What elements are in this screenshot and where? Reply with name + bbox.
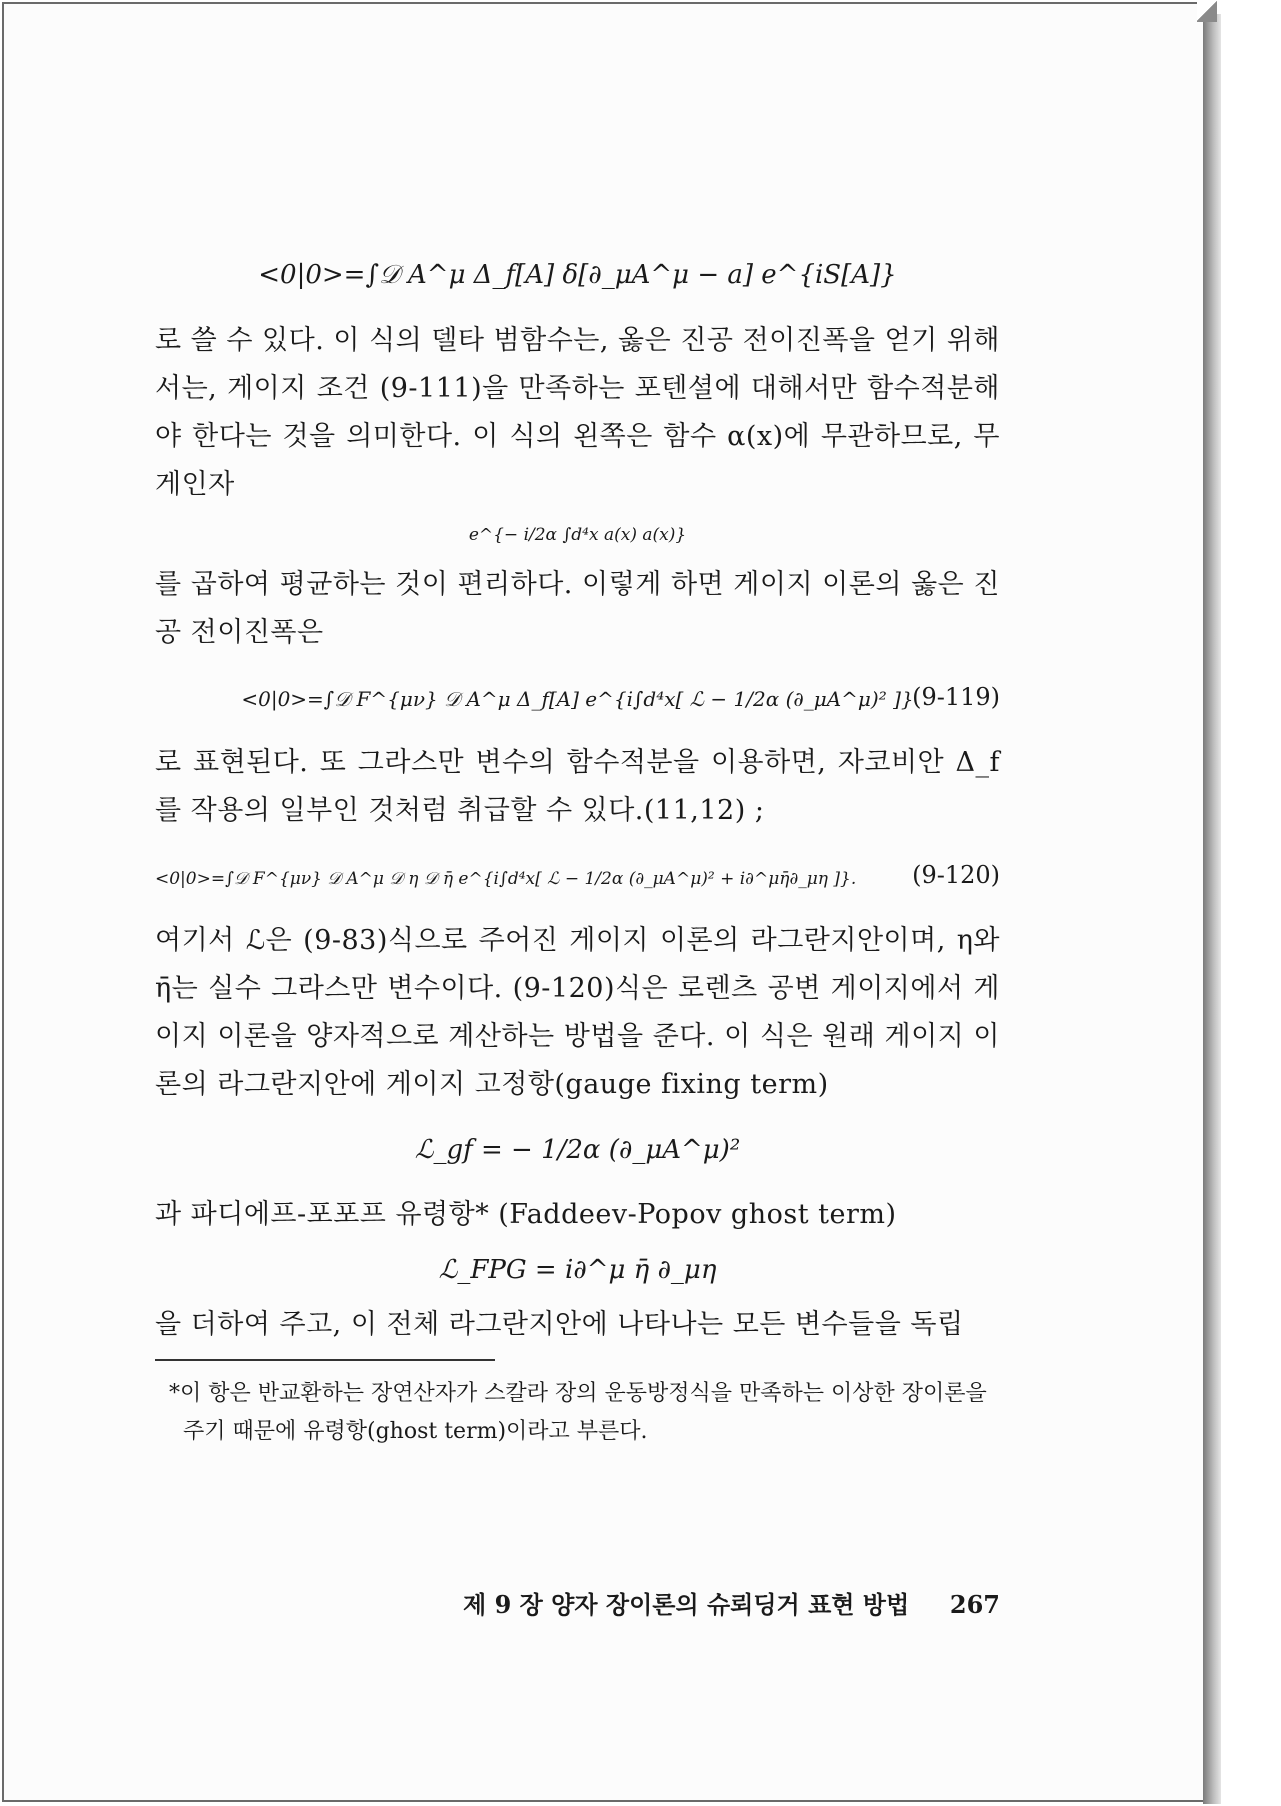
page-corner xyxy=(1197,0,1217,22)
equation-9-120-body: <0|0>=∫𝒟 F^{μν} 𝒟 A^μ 𝒟 η 𝒟 η̄ e^{i∫d⁴x[ ℒ − 1/2α (∂_μA^μ)² + i∂^μη̄∂_μη ]}. xyxy=(155,869,857,889)
footnote-divider xyxy=(155,1359,495,1361)
running-footer xyxy=(440,1585,1000,1620)
footnote: *이 항은 반교환하는 장연산자가 스칼라 장의 운동방정식을 만족하는 이상한 장이론을 주기 때문에 유령항(ghost term)이라고 부른다. xyxy=(169,1381,987,1444)
page-content xyxy=(155,260,1000,1451)
paragraph-5: 과 파디에프-포포프 유령항* (Faddeev-Popov ghost term) xyxy=(155,1199,897,1230)
equation-number-9-120: (9-120) xyxy=(912,861,1000,889)
paragraph-4: 여기서 ℒ은 (9-83)식으로 주어진 게이지 이론의 라그란지안이며, η와 η̄는 실수 그라스만 변수이다. (9-120)식은 로렌츠 공변 게이지에서 게이지 이론을 양자적으로 계산하는 방법을 준다. 이 식은 원래 게이지 이론의 라그란지안에 게이지 고정항(gauge fixing term) xyxy=(155,925,1000,1100)
page-number: 267 xyxy=(949,1590,1000,1619)
equation-ghost-term: ℒ_FPG = i∂^μ η̄ ∂_μη xyxy=(438,1255,717,1285)
paragraph-2: 를 곱하여 평균하는 것이 편리하다. 이렇게 하면 게이지 이론의 옳은 진공 전이진폭은 xyxy=(155,569,1000,648)
equation-9-119 xyxy=(155,683,1000,713)
paragraph-3: 로 표현된다. 또 그라스만 변수의 함수적분을 이용하면, 자코비안 Δ_f를 작용의 일부인 것처럼 취급할 수 있다.(11,12) ; xyxy=(155,747,1000,826)
equation-9-119-body: <0|0>=∫𝒟 F^{μν} 𝒟 A^μ Δ_f[A] e^{i∫d⁴x[ ℒ − 1/2α (∂_μA^μ)² ]} xyxy=(241,687,914,711)
equation-weight-factor: e^{− i/2α ∫d⁴x a(x) a(x)} xyxy=(468,525,687,545)
page-edge-shadow xyxy=(1203,14,1221,1804)
equation-vacuum-amplitude: <0|0>=∫𝒟 A^μ Δ_f[A] δ[∂_μA^μ − a] e^{iS[A]} xyxy=(258,260,897,290)
paragraph-6: 을 더하여 주고, 이 전체 라그란지안에 나타나는 모든 변수들을 독립 xyxy=(155,1309,964,1340)
chapter-title: 제 9 장 양자 장이론의 슈뢰딩거 표현 방법 xyxy=(463,1590,910,1619)
equation-number-9-119: (9-119) xyxy=(912,683,1000,711)
equation-gauge-fixing: ℒ_gf = − 1/2α (∂_μA^μ)² xyxy=(414,1135,741,1165)
equation-9-120 xyxy=(155,861,1000,891)
paragraph-1: 로 쓸 수 있다. 이 식의 델타 범함수는, 옳은 진공 전이진폭을 얻기 위해서는, 게이지 조건 (9-111)을 만족하는 포텐셜에 대해서만 함수적분해야 한다는 것을 의미한다. 이 식의 왼쪽은 함수 α(x)에 무관하므로, 무게인자 xyxy=(155,325,1000,500)
